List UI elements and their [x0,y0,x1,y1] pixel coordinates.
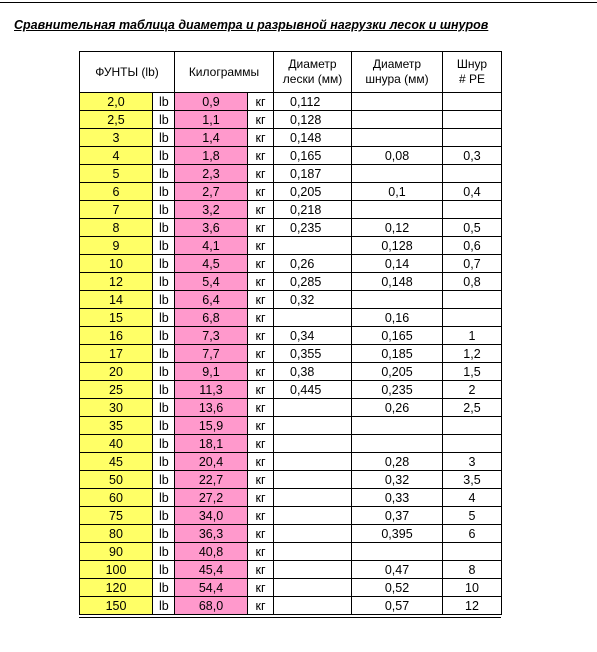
line-diameter-cell [274,309,352,327]
pounds-cell: 8 [80,219,153,237]
kg-unit-cell: кг [248,273,274,291]
braid-diameter-cell: 0,128 [352,237,443,255]
header-row [80,52,502,93]
kg-unit-cell: кг [248,255,274,273]
lb-unit-cell: lb [153,309,175,327]
braid-pe-cell: 6 [443,525,502,543]
table-row [80,129,502,147]
header-braid-diameter [352,52,443,93]
lb-unit-cell: lb [153,291,175,309]
kilograms-cell: 5,4 [175,273,248,291]
braid-diameter-cell: 0,16 [352,309,443,327]
braid-diameter-cell: 0,26 [352,399,443,417]
table-row [80,507,502,525]
table-row [80,453,502,471]
kilograms-cell: 13,6 [175,399,248,417]
header-line-diameter-line2: лески (мм) [282,72,343,86]
braid-diameter-cell: 0,47 [352,561,443,579]
braid-pe-cell: 3,5 [443,471,502,489]
table-row [80,273,502,291]
pounds-cell: 4 [80,147,153,165]
kilograms-cell: 7,7 [175,345,248,363]
pounds-cell: 5 [80,165,153,183]
header-braid-pe-line1: Шнур [456,57,488,71]
braid-diameter-cell: 0,1 [352,183,443,201]
kilograms-cell: 27,2 [175,489,248,507]
top-divider [0,2,597,3]
pounds-cell: 90 [80,543,153,561]
line-diameter-cell [274,417,352,435]
kilograms-cell: 2,7 [175,183,248,201]
pounds-cell: 6 [80,183,153,201]
table-row [80,255,502,273]
lb-unit-cell: lb [153,255,175,273]
line-diameter-cell [274,453,352,471]
line-diameter-cell [274,597,352,615]
braid-pe-cell: 8 [443,561,502,579]
kilograms-cell: 6,8 [175,309,248,327]
pounds-cell: 2,5 [80,111,153,129]
kg-unit-cell: кг [248,507,274,525]
braid-diameter-cell [352,111,443,129]
braid-diameter-cell [352,435,443,453]
line-diameter-cell [274,543,352,561]
lb-unit-cell: lb [153,93,175,111]
kilograms-cell: 6,4 [175,291,248,309]
kg-unit-cell: кг [248,471,274,489]
line-diameter-cell [274,237,352,255]
table-row [80,561,502,579]
braid-pe-cell: 10 [443,579,502,597]
kg-unit-cell: кг [248,597,274,615]
table-row [80,471,502,489]
braid-pe-cell: 0,5 [443,219,502,237]
braid-diameter-cell [352,165,443,183]
kg-unit-cell: кг [248,129,274,147]
header-braid-diameter-line1: Диаметр [372,57,422,71]
pounds-cell: 17 [80,345,153,363]
header-braid-pe [443,52,502,93]
table-row [80,237,502,255]
line-diameter-cell [274,471,352,489]
braid-diameter-cell: 0,14 [352,255,443,273]
line-diameter-cell: 0,235 [274,219,352,237]
kg-unit-cell: кг [248,489,274,507]
kg-unit-cell: кг [248,291,274,309]
braid-diameter-cell: 0,205 [352,363,443,381]
braid-pe-cell: 12 [443,597,502,615]
braid-diameter-cell: 0,57 [352,597,443,615]
pounds-cell: 100 [80,561,153,579]
braid-diameter-cell [352,93,443,111]
pounds-cell: 9 [80,237,153,255]
table-row [80,525,502,543]
lb-unit-cell: lb [153,147,175,165]
pounds-cell: 20 [80,363,153,381]
kilograms-cell: 0,9 [175,93,248,111]
lb-unit-cell: lb [153,273,175,291]
line-diameter-cell: 0,445 [274,381,352,399]
braid-pe-cell [443,291,502,309]
table-row [80,399,502,417]
kilograms-cell: 3,6 [175,219,248,237]
lb-unit-cell: lb [153,363,175,381]
braid-diameter-cell: 0,148 [352,273,443,291]
kilograms-cell: 36,3 [175,525,248,543]
line-diameter-cell [274,399,352,417]
pounds-cell: 45 [80,453,153,471]
table-row [80,489,502,507]
table-row [80,417,502,435]
lb-unit-cell: lb [153,381,175,399]
line-diameter-cell [274,579,352,597]
kilograms-cell: 45,4 [175,561,248,579]
braid-pe-cell [443,93,502,111]
lb-unit-cell: lb [153,597,175,615]
braid-diameter-cell: 0,395 [352,525,443,543]
pounds-cell: 15 [80,309,153,327]
kilograms-cell: 4,1 [175,237,248,255]
lb-unit-cell: lb [153,129,175,147]
line-diameter-cell [274,435,352,453]
lb-unit-cell: lb [153,507,175,525]
kilograms-cell: 3,2 [175,201,248,219]
table-row [80,543,502,561]
table-row [80,165,502,183]
kg-unit-cell: кг [248,579,274,597]
lb-unit-cell: lb [153,183,175,201]
lb-unit-cell: lb [153,525,175,543]
table-row [80,183,502,201]
lb-unit-cell: lb [153,399,175,417]
line-diameter-cell [274,525,352,543]
line-diameter-cell: 0,285 [274,273,352,291]
pounds-cell: 12 [80,273,153,291]
pounds-cell: 16 [80,327,153,345]
comparison-table [79,51,502,615]
table-row [80,327,502,345]
kg-unit-cell: кг [248,237,274,255]
lb-unit-cell: lb [153,417,175,435]
kg-unit-cell: кг [248,111,274,129]
braid-pe-cell: 0,3 [443,147,502,165]
line-diameter-cell: 0,187 [274,165,352,183]
lb-unit-cell: lb [153,111,175,129]
line-diameter-cell [274,561,352,579]
line-diameter-cell: 0,218 [274,201,352,219]
kilograms-cell: 22,7 [175,471,248,489]
kilograms-cell: 20,4 [175,453,248,471]
braid-pe-cell [443,111,502,129]
lb-unit-cell: lb [153,219,175,237]
kg-unit-cell: кг [248,561,274,579]
braid-diameter-cell: 0,33 [352,489,443,507]
kilograms-cell: 68,0 [175,597,248,615]
table-row [80,111,502,129]
line-diameter-cell: 0,165 [274,147,352,165]
table-row [80,435,502,453]
braid-pe-cell [443,129,502,147]
kilograms-cell: 1,8 [175,147,248,165]
pounds-cell: 50 [80,471,153,489]
kilograms-cell: 7,3 [175,327,248,345]
pounds-cell: 10 [80,255,153,273]
kilograms-cell: 4,5 [175,255,248,273]
line-diameter-cell: 0,32 [274,291,352,309]
table-row [80,93,502,111]
lb-unit-cell: lb [153,489,175,507]
kg-unit-cell: кг [248,399,274,417]
braid-pe-cell: 0,7 [443,255,502,273]
kg-unit-cell: кг [248,201,274,219]
header-line-diameter-line1: Диаметр [288,57,337,71]
braid-pe-cell [443,435,502,453]
braid-pe-cell [443,543,502,561]
table-row [80,363,502,381]
pounds-cell: 75 [80,507,153,525]
braid-pe-cell [443,165,502,183]
lb-unit-cell: lb [153,453,175,471]
pounds-cell: 80 [80,525,153,543]
table-row [80,345,502,363]
kilograms-cell: 1,4 [175,129,248,147]
pounds-cell: 40 [80,435,153,453]
header-line-diameter [274,52,352,93]
braid-diameter-cell [352,129,443,147]
pounds-cell: 2,0 [80,93,153,111]
braid-diameter-cell: 0,52 [352,579,443,597]
line-diameter-cell: 0,355 [274,345,352,363]
pounds-cell: 25 [80,381,153,399]
lb-unit-cell: lb [153,327,175,345]
table-row [80,219,502,237]
pounds-cell: 120 [80,579,153,597]
braid-diameter-cell: 0,28 [352,453,443,471]
lb-unit-cell: lb [153,201,175,219]
kg-unit-cell: кг [248,147,274,165]
kg-unit-cell: кг [248,453,274,471]
line-diameter-cell: 0,34 [274,327,352,345]
braid-pe-cell: 1 [443,327,502,345]
table-row [80,201,502,219]
pounds-cell: 7 [80,201,153,219]
braid-diameter-cell [352,417,443,435]
kg-unit-cell: кг [248,363,274,381]
braid-diameter-cell: 0,12 [352,219,443,237]
braid-pe-cell: 2 [443,381,502,399]
header-pounds: ФУНТЫ (lb) [80,52,175,93]
lb-unit-cell: lb [153,165,175,183]
kilograms-cell: 11,3 [175,381,248,399]
kg-unit-cell: кг [248,381,274,399]
braid-pe-cell: 0,6 [443,237,502,255]
kg-unit-cell: кг [248,417,274,435]
lb-unit-cell: lb [153,561,175,579]
kg-unit-cell: кг [248,525,274,543]
kg-unit-cell: кг [248,93,274,111]
pounds-cell: 3 [80,129,153,147]
braid-pe-cell [443,201,502,219]
kilograms-cell: 40,8 [175,543,248,561]
table-row [80,597,502,615]
kg-unit-cell: кг [248,219,274,237]
braid-pe-cell: 2,5 [443,399,502,417]
kilograms-cell: 18,1 [175,435,248,453]
kg-unit-cell: кг [248,345,274,363]
braid-diameter-cell [352,543,443,561]
kilograms-cell: 34,0 [175,507,248,525]
lb-unit-cell: lb [153,435,175,453]
braid-pe-cell: 5 [443,507,502,525]
braid-diameter-cell [352,201,443,219]
page-title: Сравнительная таблица диаметра и разрывной нагрузки лесок и шнуров [14,18,489,32]
kilograms-cell: 54,4 [175,579,248,597]
pounds-cell: 35 [80,417,153,435]
header-kilograms: Килограммы [175,52,274,93]
kilograms-cell: 9,1 [175,363,248,381]
braid-diameter-cell: 0,185 [352,345,443,363]
lb-unit-cell: lb [153,543,175,561]
braid-diameter-cell: 0,235 [352,381,443,399]
pounds-cell: 14 [80,291,153,309]
lb-unit-cell: lb [153,345,175,363]
table-row [80,309,502,327]
braid-diameter-cell: 0,08 [352,147,443,165]
braid-pe-cell [443,417,502,435]
line-diameter-cell: 0,148 [274,129,352,147]
braid-pe-cell: 0,8 [443,273,502,291]
braid-pe-cell: 4 [443,489,502,507]
braid-diameter-cell: 0,165 [352,327,443,345]
braid-pe-cell: 0,4 [443,183,502,201]
braid-diameter-cell [352,291,443,309]
braid-pe-cell: 3 [443,453,502,471]
line-diameter-cell: 0,128 [274,111,352,129]
line-diameter-cell [274,489,352,507]
bottom-divider [79,617,501,618]
kg-unit-cell: кг [248,309,274,327]
lb-unit-cell: lb [153,237,175,255]
header-braid-diameter-line2: шнура (мм) [365,72,429,86]
table-row [80,147,502,165]
kg-unit-cell: кг [248,435,274,453]
kg-unit-cell: кг [248,183,274,201]
kg-unit-cell: кг [248,327,274,345]
line-diameter-cell [274,507,352,525]
pounds-cell: 150 [80,597,153,615]
table-body [80,93,502,615]
kilograms-cell: 1,1 [175,111,248,129]
pounds-cell: 60 [80,489,153,507]
line-diameter-cell: 0,26 [274,255,352,273]
kilograms-cell: 15,9 [175,417,248,435]
braid-pe-cell [443,309,502,327]
line-diameter-cell: 0,112 [274,93,352,111]
pounds-cell: 30 [80,399,153,417]
kilograms-cell: 2,3 [175,165,248,183]
kg-unit-cell: кг [248,165,274,183]
kg-unit-cell: кг [248,543,274,561]
header-braid-pe-line2: # PE [458,72,485,86]
lb-unit-cell: lb [153,579,175,597]
braid-pe-cell: 1,2 [443,345,502,363]
line-diameter-cell: 0,38 [274,363,352,381]
braid-diameter-cell: 0,32 [352,471,443,489]
table-row [80,291,502,309]
braid-pe-cell: 1,5 [443,363,502,381]
lb-unit-cell: lb [153,471,175,489]
table-row [80,579,502,597]
braid-diameter-cell: 0,37 [352,507,443,525]
line-diameter-cell: 0,205 [274,183,352,201]
table-row [80,381,502,399]
